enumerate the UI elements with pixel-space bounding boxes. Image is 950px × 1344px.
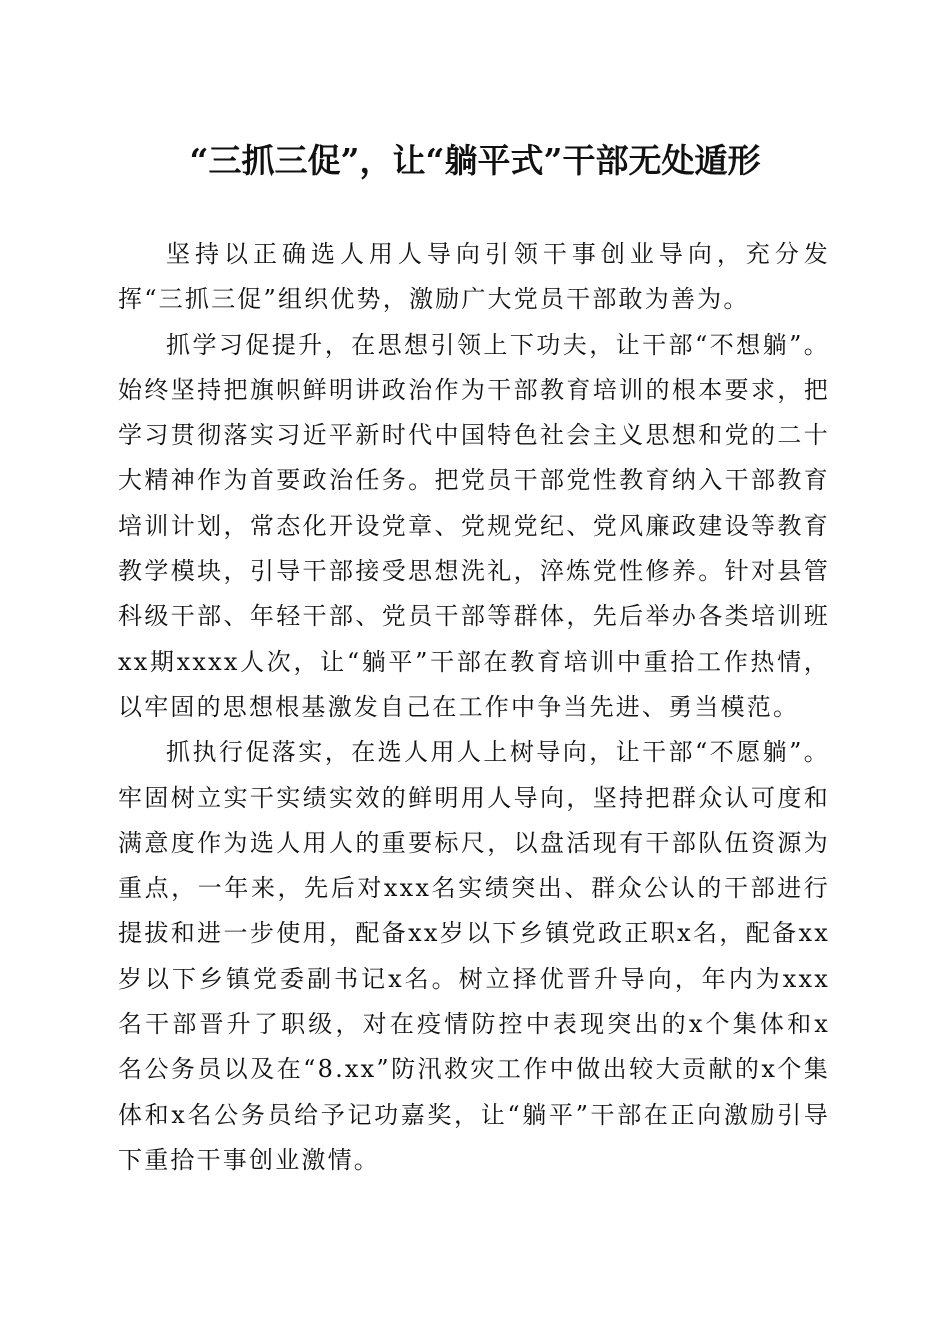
paragraph-intro: 坚持以正确选人用人导向引领干事创业导向，充分发挥“三抓三促”组织优势，激励广大党员干部敢为善为。 <box>118 240 830 314</box>
document-title: “三抓三促”，让“躺平式”干部无处遁形 <box>189 141 761 180</box>
paragraph-study: 抓学习促提升，在思想引领上下功夫，让干部“不想躺”。始终坚持把旗帜鲜明讲政治作为干部教育培训的根本要求，把学习贯彻落实习近平新时代中国特色社会主义思想和党的二十大精神作为首要政治任务。把党员干部党性教育纳入干部教育培训计划，常态化开设党章、党规党纪、党风廉政建设等教育教学模块，引导干部接受思想洗礼，淬炼党性修养。针对县管科级干部、年轻干部、党员干部等群体，先后举办各类培训班xx期xxxx人次，让“躺平”干部在教育培训中重拾工作热情，以牢固的思想根基激发自己在工作中争当先进、勇当模范。 <box>118 330 830 721</box>
paragraph-execution: 抓执行促落实，在选人用人上树导向，让干部“不愿躺”。牢固树立实干实绩实效的鲜明用人导向，坚持把群众认可度和满意度作为选人用人的重要标尺，以盘活现有干部队伍资源为重点，一年来，先后对xxx名实绩突出、群众公认的干部进行提拔和进一步使用，配备xx岁以下乡镇党政正职x名，配备xx岁以下乡镇党委副书记x名。树立择优晋升导向，年内为xxx名干部晋升了职级，对在疫情防控中表现突出的x个集体和x名公务员以及在“8.xx”防汛救灾工作中做出较大贡献的x个集体和x名公务员给予记功嘉奖，让“躺平”干部在正向激励引导下重拾干事创业激情。 <box>118 738 830 1174</box>
document-body <box>118 232 830 1183</box>
